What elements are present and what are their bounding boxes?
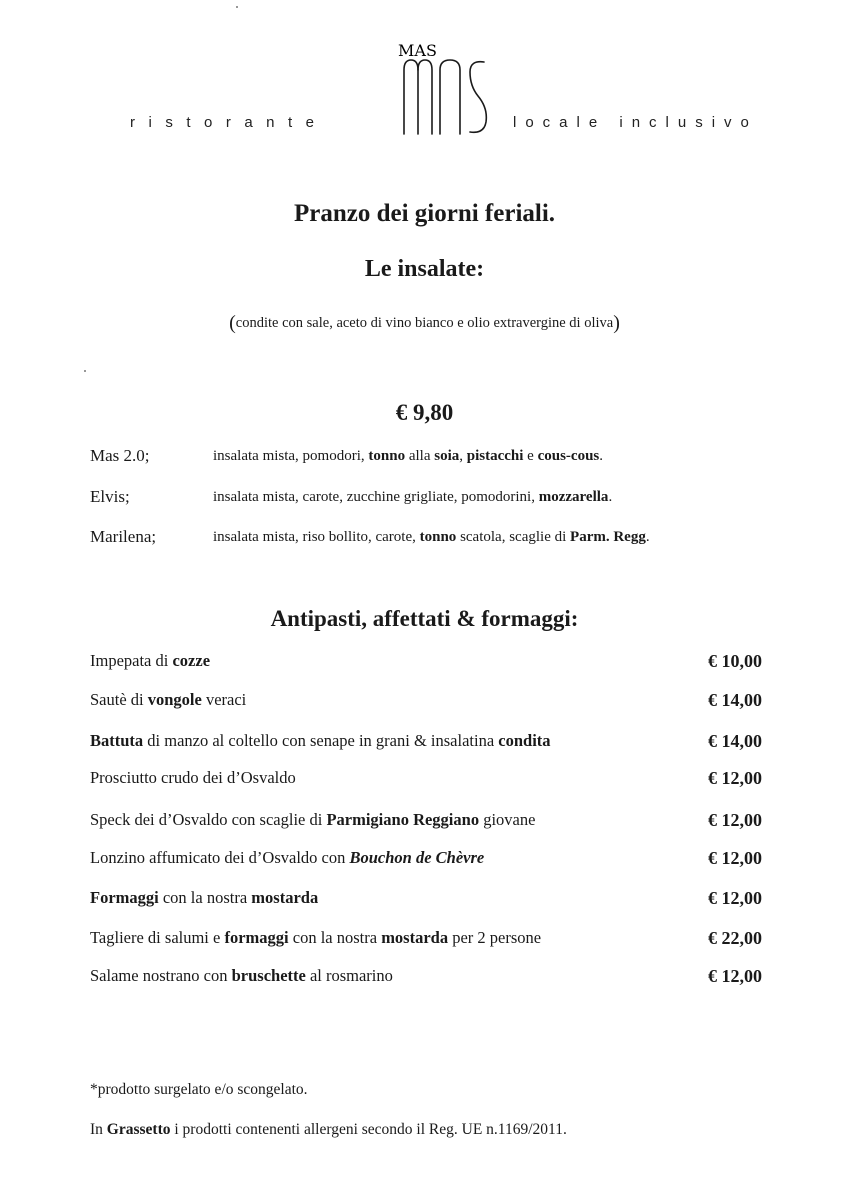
antipasti-heading: Antipasti, affettati & formaggi: xyxy=(270,606,579,631)
text-run: cozze xyxy=(172,651,211,670)
text-run: . xyxy=(608,489,613,505)
menu-item-name xyxy=(90,690,246,710)
text-run: Bouchon de Chèvre xyxy=(349,848,485,867)
text-run: scatola, scaglie di xyxy=(456,529,571,545)
menu-item-name xyxy=(90,966,393,986)
menu-item-name xyxy=(90,768,296,788)
menu-item-price: € 22,00 xyxy=(708,928,762,948)
text-run: Sautè di xyxy=(90,690,148,709)
text-run: cous-cous xyxy=(537,448,600,464)
text-run: Tagliere di salumi e xyxy=(90,928,225,947)
text-run: al rosmarino xyxy=(305,966,393,985)
menu-item-name xyxy=(90,848,484,868)
text-run: . xyxy=(645,529,650,545)
salads-heading: Le insalate: xyxy=(364,256,485,282)
menu-item xyxy=(90,928,762,956)
text-run: pistacchi xyxy=(466,448,524,464)
text-run: tonno xyxy=(368,448,406,464)
menu-item-price: € 14,00 xyxy=(708,690,762,710)
text-run: In xyxy=(90,1121,107,1138)
salad-name: Marilena; xyxy=(90,527,157,546)
text-run: bruschette xyxy=(231,966,306,985)
allergen-note xyxy=(90,1121,567,1139)
menu-item-price: € 10,00 xyxy=(708,651,762,671)
salad-name: Elvis; xyxy=(90,487,130,506)
menu-item-price: € 12,00 xyxy=(708,810,762,830)
text-run: . xyxy=(599,448,604,464)
mas-logo xyxy=(398,41,508,136)
menu-item xyxy=(90,810,762,838)
text-run: Impepata di xyxy=(90,651,173,670)
salads-price: € 9,80 xyxy=(395,400,454,425)
menu-item-name xyxy=(90,651,210,671)
menu-item xyxy=(90,888,762,916)
menu-item xyxy=(90,848,762,876)
salads-note-text: condite con sale, aceto di vino bianco e olio extravergine di oliva xyxy=(235,315,614,331)
text-run: soia xyxy=(434,448,460,464)
text-run: vongole xyxy=(147,690,202,709)
text-run: alla xyxy=(405,448,435,464)
salad-row xyxy=(90,487,790,513)
menu-item xyxy=(90,731,762,759)
text-run: Prosciutto crudo dei d’Osvaldo xyxy=(90,768,296,787)
salads-note: (condite con sale, aceto di vino bianco e olio extravergine di oliva) xyxy=(229,312,620,334)
svg-text:MAS: MAS xyxy=(398,41,437,60)
text-run: con la nostra xyxy=(288,928,382,947)
menu-item-name xyxy=(90,810,535,830)
text-run: e xyxy=(523,448,538,464)
text-run: per 2 persone xyxy=(448,928,542,947)
text-run: Lonzino affumicato dei d’Osvaldo con xyxy=(90,848,350,867)
text-run: mostarda xyxy=(381,928,449,947)
text-run: Grassetto xyxy=(106,1121,171,1138)
scan-speck xyxy=(236,6,238,8)
salad-row xyxy=(90,446,790,472)
text-run: tonno xyxy=(419,529,457,545)
text-run: Parm. Regg xyxy=(570,529,646,545)
text-run: mostarda xyxy=(251,888,319,907)
menu-item-price: € 12,00 xyxy=(708,888,762,908)
menu-item-name xyxy=(90,928,541,948)
salad-row xyxy=(90,527,790,553)
tagline-left: ristorante xyxy=(130,114,328,131)
text-run: veraci xyxy=(201,690,247,709)
salad-description xyxy=(213,529,650,546)
text-run: Formaggi xyxy=(90,888,159,907)
menu-item xyxy=(90,768,762,796)
scan-speck xyxy=(84,370,86,372)
text-run: Speck dei d’Osvaldo con scaglie di xyxy=(90,810,327,829)
tagline-right: locale inclusivo xyxy=(513,114,758,131)
text-run: insalata mista, carote, zucchine grigliate, pomodorini, xyxy=(213,489,539,505)
frozen-note: *prodotto surgelato e/o scongelato. xyxy=(90,1081,308,1098)
salad-description xyxy=(213,448,603,465)
menu-item-price: € 12,00 xyxy=(708,966,762,986)
menu-item xyxy=(90,966,762,994)
menu-item-price: € 12,00 xyxy=(708,848,762,868)
text-run: formaggi xyxy=(224,928,289,947)
text-run: , xyxy=(459,448,467,464)
text-run: Parmigiano Reggiano xyxy=(326,810,480,829)
text-run: di manzo al coltello con senape in grani & insalatina xyxy=(143,731,499,750)
text-run: condita xyxy=(498,731,551,750)
page-title: Pranzo dei giorni feriali. xyxy=(293,200,556,227)
text-run: insalata mista, riso bollito, carote, xyxy=(213,529,420,545)
text-run: insalata mista, pomodori, xyxy=(213,448,369,464)
text-run: mozzarella xyxy=(538,489,609,505)
salad-name: Mas 2.0; xyxy=(90,446,150,465)
menu-item xyxy=(90,690,762,718)
menu-item-name xyxy=(90,888,318,908)
salad-description xyxy=(213,489,612,506)
text-run: giovane xyxy=(479,810,536,829)
header xyxy=(0,41,849,140)
menu-item xyxy=(90,651,762,679)
text-run: Salame nostrano con xyxy=(90,966,232,985)
menu-item-price: € 12,00 xyxy=(708,768,762,788)
text-run: Battuta xyxy=(90,731,144,750)
text-run: con la nostra xyxy=(158,888,252,907)
menu-item-price: € 14,00 xyxy=(708,731,762,751)
text-run: i prodotti contenenti allergeni secondo il Reg. UE n.1169/2011. xyxy=(170,1121,567,1138)
menu-item-name xyxy=(90,731,551,751)
